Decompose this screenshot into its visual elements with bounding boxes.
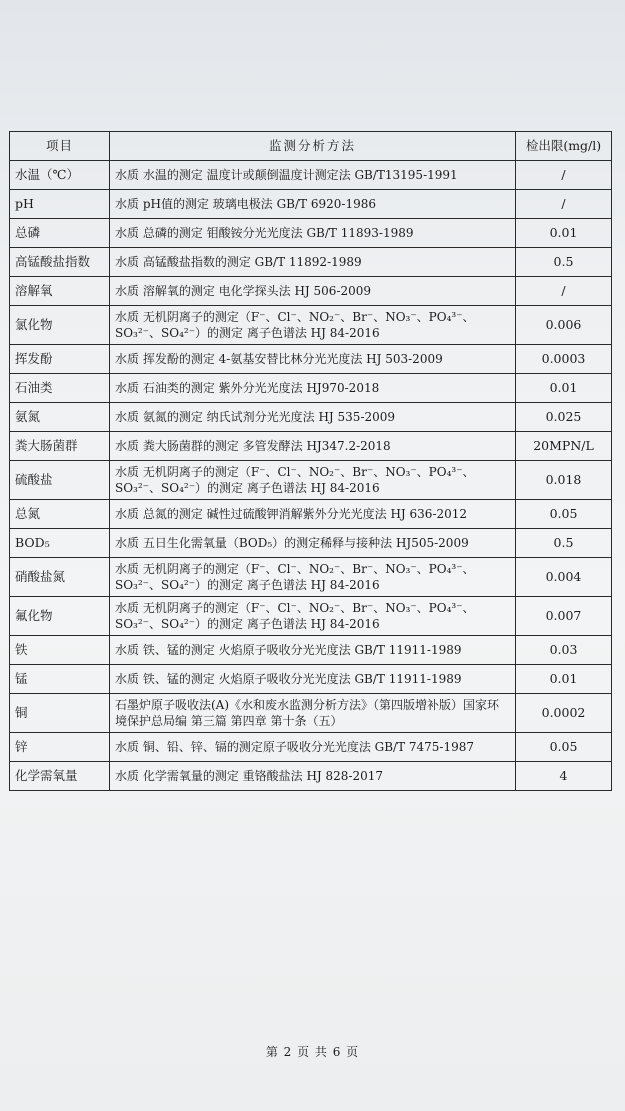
row-item: 总氮 <box>10 500 110 529</box>
row-method: 水质 总磷的测定 钼酸铵分光光度法 GB/T 11893-1989 <box>110 219 516 248</box>
table-header-row <box>10 132 612 161</box>
row-limit: 0.5 <box>516 248 612 277</box>
row-method: 水质 高锰酸盐指数的测定 GB/T 11892-1989 <box>110 248 516 277</box>
row-method: 水质 无机阴离子的测定（F⁻、Cl⁻、NO₂⁻、Br⁻、NO₃⁻、PO₄³⁻、SO₃²⁻、SO₄²⁻）的测定 离子色谱法 HJ 84-2016 <box>110 597 516 636</box>
row-limit: 0.05 <box>516 733 612 762</box>
row-limit: 0.0002 <box>516 694 612 733</box>
table-row <box>10 403 612 432</box>
row-limit: 0.01 <box>516 219 612 248</box>
row-item: pH <box>10 190 110 219</box>
table-row <box>10 374 612 403</box>
row-limit: 0.05 <box>516 500 612 529</box>
row-item: 硝酸盐氮 <box>10 558 110 597</box>
table-row <box>10 500 612 529</box>
row-item: 溶解氧 <box>10 277 110 306</box>
row-limit: 4 <box>516 762 612 791</box>
row-method: 水质 氨氮的测定 纳氏试剂分光光度法 HJ 535-2009 <box>110 403 516 432</box>
table-row <box>10 694 612 733</box>
table-row <box>10 306 612 345</box>
table-row <box>10 665 612 694</box>
row-limit: 0.03 <box>516 636 612 665</box>
row-method: 水质 pH值的测定 玻璃电极法 GB/T 6920-1986 <box>110 190 516 219</box>
page-number-footer: 第 2 页 共 6 页 <box>265 1045 360 1059</box>
row-method: 石墨炉原子吸收法(A)《水和废水监测分析方法》（第四版增补版）国家环境保护总局编 第三篇 第四章 第十条（五） <box>110 694 516 733</box>
row-item: 铁 <box>10 636 110 665</box>
row-method: 水质 总氮的测定 碱性过硫酸钾消解紫外分光光度法 HJ 636-2012 <box>110 500 516 529</box>
row-item: 氨氮 <box>10 403 110 432</box>
row-method: 水质 无机阴离子的测定（F⁻、Cl⁻、NO₂⁻、Br⁻、NO₃⁻、PO₄³⁻、SO₃²⁻、SO₄²⁻）的测定 离子色谱法 HJ 84-2016 <box>110 558 516 597</box>
row-method: 水质 铁、锰的测定 火焰原子吸收分光光度法 GB/T 11911-1989 <box>110 665 516 694</box>
row-method: 水质 化学需氧量的测定 重铬酸盐法 HJ 828-2017 <box>110 762 516 791</box>
row-item: 硫酸盐 <box>10 461 110 500</box>
row-item: 锌 <box>10 733 110 762</box>
row-limit: / <box>516 161 612 190</box>
row-item: 粪大肠菌群 <box>10 432 110 461</box>
table-row <box>10 277 612 306</box>
row-item: 挥发酚 <box>10 345 110 374</box>
table-row <box>10 529 612 558</box>
table-row <box>10 733 612 762</box>
row-method: 水质 无机阴离子的测定（F⁻、Cl⁻、NO₂⁻、Br⁻、NO₃⁻、PO₄³⁻、SO₃²⁻、SO₄²⁻）的测定 离子色谱法 HJ 84-2016 <box>110 306 516 345</box>
table-row <box>10 248 612 277</box>
table-row <box>10 461 612 500</box>
table-row <box>10 345 612 374</box>
row-limit: 0.5 <box>516 529 612 558</box>
header-limit: 检出限(mg/l) <box>516 132 612 161</box>
row-item: BOD₅ <box>10 529 110 558</box>
table-row <box>10 597 612 636</box>
row-item: 石油类 <box>10 374 110 403</box>
row-method: 水质 铜、铅、锌、镉的测定原子吸收分光光度法 GB/T 7475-1987 <box>110 733 516 762</box>
table-row <box>10 558 612 597</box>
row-limit: 0.0003 <box>516 345 612 374</box>
row-limit: 20MPN/L <box>516 432 612 461</box>
row-limit: 0.025 <box>516 403 612 432</box>
monitoring-methods-table <box>9 131 612 791</box>
row-method: 水质 溶解氧的测定 电化学探头法 HJ 506-2009 <box>110 277 516 306</box>
row-item: 总磷 <box>10 219 110 248</box>
table-row <box>10 762 612 791</box>
table-row <box>10 161 612 190</box>
row-limit: 0.007 <box>516 597 612 636</box>
header-item: 项目 <box>10 132 110 161</box>
row-item: 化学需氧量 <box>10 762 110 791</box>
table-row <box>10 190 612 219</box>
row-item: 氯化物 <box>10 306 110 345</box>
row-item: 锰 <box>10 665 110 694</box>
row-method: 水质 粪大肠菌群的测定 多管发酵法 HJ347.2-2018 <box>110 432 516 461</box>
row-limit: / <box>516 190 612 219</box>
table-row <box>10 219 612 248</box>
row-method: 水质 水温的测定 温度计或颠倒温度计测定法 GB/T13195-1991 <box>110 161 516 190</box>
row-limit: 0.018 <box>516 461 612 500</box>
row-item: 铜 <box>10 694 110 733</box>
row-limit: 0.01 <box>516 374 612 403</box>
row-method: 水质 石油类的测定 紫外分光光度法 HJ970-2018 <box>110 374 516 403</box>
row-limit: 0.006 <box>516 306 612 345</box>
row-limit: 0.01 <box>516 665 612 694</box>
row-limit: / <box>516 277 612 306</box>
row-limit: 0.004 <box>516 558 612 597</box>
row-item: 高锰酸盐指数 <box>10 248 110 277</box>
row-method: 水质 五日生化需氧量（BOD₅）的测定稀释与接种法 HJ505-2009 <box>110 529 516 558</box>
table-row <box>10 636 612 665</box>
row-method: 水质 挥发酚的测定 4-氨基安替比林分光光度法 HJ 503-2009 <box>110 345 516 374</box>
row-method: 水质 无机阴离子的测定（F⁻、Cl⁻、NO₂⁻、Br⁻、NO₃⁻、PO₄³⁻、SO₃²⁻、SO₄²⁻）的测定 离子色谱法 HJ 84-2016 <box>110 461 516 500</box>
table-row <box>10 432 612 461</box>
row-method: 水质 铁、锰的测定 火焰原子吸收分光光度法 GB/T 11911-1989 <box>110 636 516 665</box>
header-method: 监测分析方法 <box>110 132 516 161</box>
row-item: 水温（℃） <box>10 161 110 190</box>
row-item: 氟化物 <box>10 597 110 636</box>
